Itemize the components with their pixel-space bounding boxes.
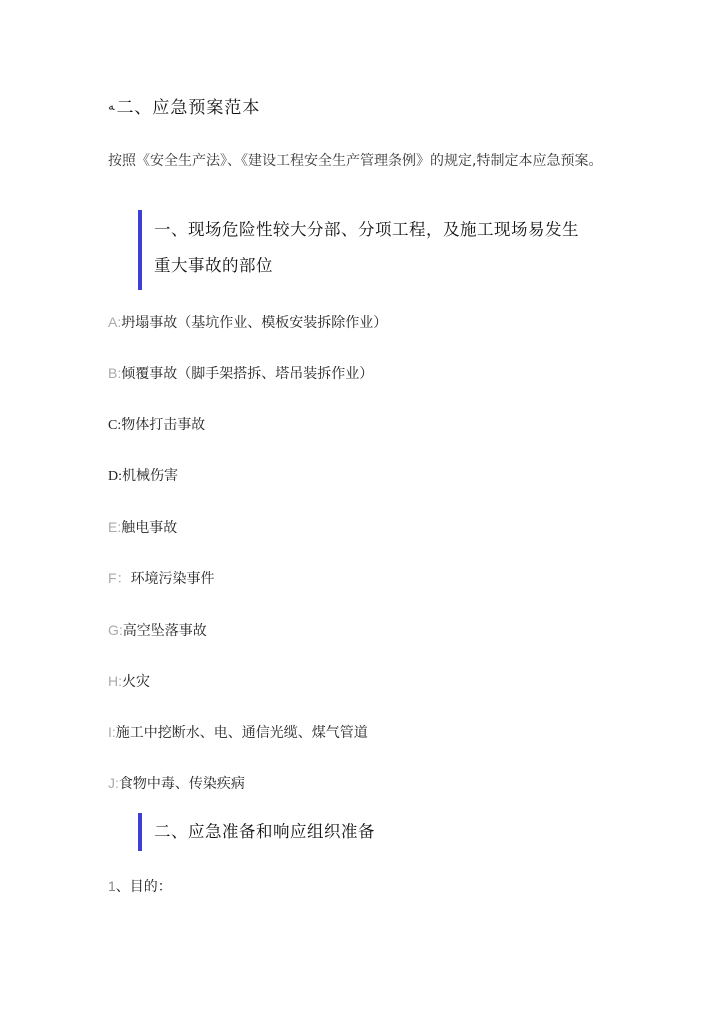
item-text: 火灾 (122, 674, 150, 690)
goal-number: 1 (108, 878, 116, 894)
item-text: 食物中毒、传染疾病 (118, 776, 245, 792)
section-heading-line-1: 一、现场危险性较大分部、分项工程，及施工现场易发生 (154, 220, 579, 239)
item-text: 触电事故 (121, 520, 178, 536)
item-text: 高空坠落事故 (122, 623, 207, 639)
item-text: 机械伤害 (122, 468, 178, 484)
item-letter: A: (108, 314, 122, 330)
list-item (108, 517, 177, 537)
list-item (108, 722, 368, 742)
list-item (108, 363, 373, 383)
item-letter: C: (108, 418, 122, 433)
item-letter: J: (108, 775, 119, 791)
list-item (108, 414, 205, 434)
item-letter: I: (108, 724, 116, 740)
item-text: 物体打击事故 (121, 417, 206, 433)
item-text: 环境污染事件 (130, 571, 215, 587)
list-item (108, 620, 207, 640)
page-title-text: 二、应急预案范本 (116, 98, 261, 118)
bullet-marker: ﻪ (108, 98, 115, 113)
item-text: 施工中挖断水、电、通信光缆、煤气管道 (115, 725, 368, 741)
item-letter: B: (108, 365, 122, 381)
list-item (108, 773, 245, 793)
intro-paragraph: 按照《安全生产法》、《建设工程安全生产管理条例》的规定,特制定本应急预案。 (108, 153, 603, 169)
item-letter: H: (108, 673, 122, 689)
list-item (108, 312, 387, 332)
item-text: 倾覆事故（脚手架搭拆、塔吊装拆作业） (121, 366, 374, 382)
list-item (108, 671, 150, 691)
item-letter: E: (108, 519, 122, 535)
item-letter: D: (108, 469, 122, 484)
section-heading-hazards (138, 210, 579, 290)
page-title (108, 93, 260, 118)
list-item (108, 465, 178, 485)
item-letter: F： (108, 570, 131, 586)
item-text: 坍塌事故（基坑作业、模板安装拆除作业） (121, 315, 388, 331)
section-heading-response (138, 813, 375, 851)
goal-text: 、目的： (115, 879, 172, 895)
subheading-goal (108, 876, 172, 896)
section-heading-line-2: 重大事故的部位 (154, 256, 273, 275)
section-heading-text: 二、应急准备和响应组织准备 (154, 822, 375, 841)
list-item (108, 568, 215, 588)
item-letter: G: (108, 622, 123, 638)
